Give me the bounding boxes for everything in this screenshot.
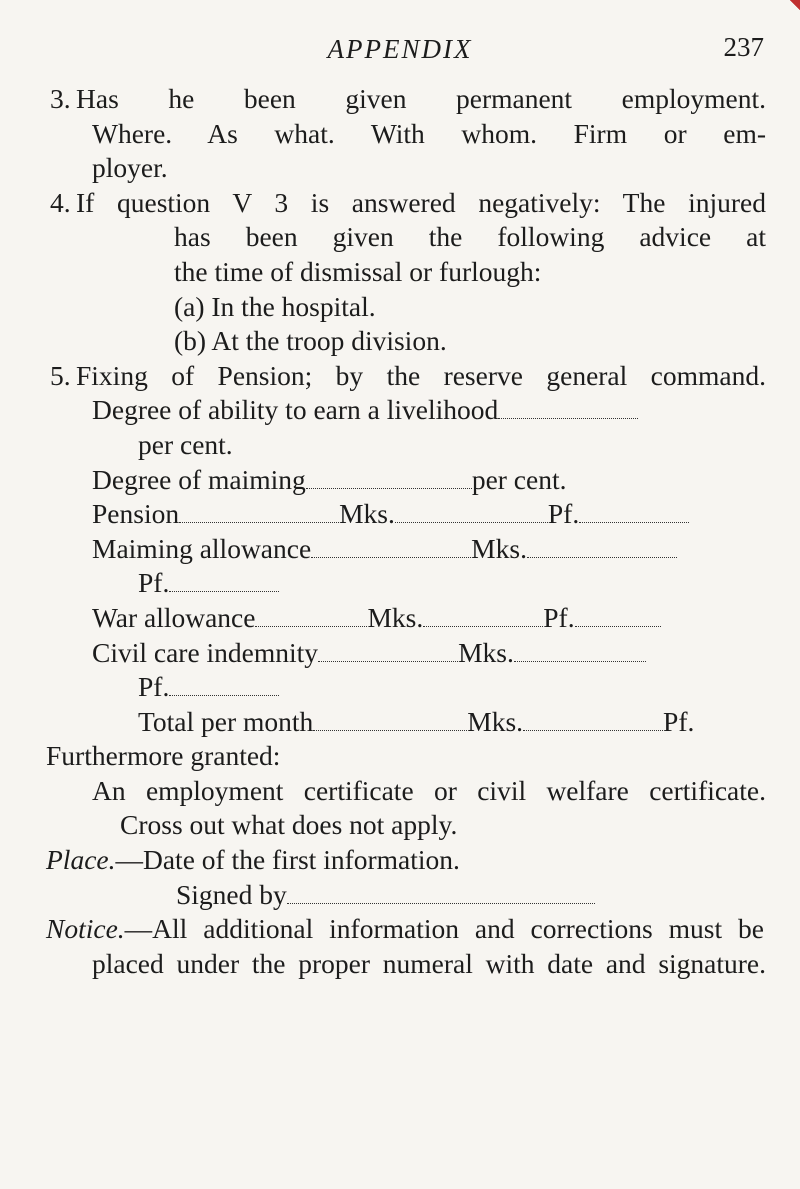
- maiming-allowance-label: Maiming allowance: [92, 532, 312, 564]
- war-allowance-end-blank: [575, 605, 661, 627]
- item-4a: (a) In the hospital.: [174, 290, 376, 322]
- item-5-number: 5.: [50, 359, 71, 391]
- item-3-text-1: Has he been given permanent employment.: [76, 83, 766, 114]
- civil-care-pf: Pf.: [138, 671, 170, 703]
- civil-care-pf-blank: [169, 674, 279, 696]
- signed-label: Signed by: [176, 878, 287, 910]
- item-5-line-1: [50, 359, 766, 394]
- notice-label: Notice.: [46, 913, 125, 945]
- maiming-allowance-line: [92, 532, 800, 567]
- pension-label: Pension: [92, 498, 180, 530]
- maiming-allowance-pf-blank: [169, 570, 279, 592]
- ability-blank: [498, 397, 638, 419]
- pension-line: [92, 497, 800, 532]
- pension-mks-blank: [179, 501, 339, 523]
- maiming-allowance-mks: Mks.: [471, 532, 527, 564]
- maiming-blank: [306, 467, 472, 489]
- war-allowance-mks-blank: [255, 605, 367, 627]
- war-allowance-mks: Mks.: [367, 601, 424, 633]
- maiming-allowance-mks-blank: [311, 536, 471, 558]
- item-3-line-2: Where. As what. With whom. Firm or em-: [92, 117, 766, 149]
- cross-out-line: Cross out what does not apply.: [120, 809, 458, 841]
- item-4-line-3: the time of dismissal or furlough:: [174, 255, 542, 287]
- war-allowance-line: [92, 601, 800, 636]
- civil-care-pf-line: [138, 670, 800, 705]
- ability-per-cent: per cent.: [138, 428, 233, 460]
- ability-line: [92, 393, 800, 428]
- war-allowance-label: War allowance: [92, 601, 256, 633]
- civil-care-mks-blank: [318, 640, 458, 662]
- civil-care-mks: Mks.: [458, 636, 514, 668]
- total-pf-blank: [523, 709, 663, 731]
- notice-text-1: —All additional information and corrections must be: [124, 913, 764, 945]
- total-mks-blank: [313, 709, 467, 731]
- corner-mark: [790, 0, 800, 10]
- item-4-line-2: has been given the following advice at: [174, 221, 766, 253]
- item-3-line-1: [50, 82, 766, 117]
- signed-blank: [287, 882, 595, 904]
- item-3-line-3: ployer.: [92, 152, 168, 184]
- total-line: [138, 705, 800, 740]
- pension-end-blank: [579, 501, 689, 523]
- page-number: 237: [723, 32, 764, 62]
- ability-label: Degree of ability to earn a livelihood: [92, 394, 499, 426]
- maiming-label: Degree of maiming: [92, 463, 306, 495]
- notice-line-2: placed under the proper numeral with date and signature.: [92, 947, 766, 979]
- total-label: Total per month: [138, 705, 314, 737]
- item-4-number: 4.: [50, 186, 71, 218]
- maiming-allowance-end-blank: [527, 536, 677, 558]
- running-head: APPENDIX: [327, 34, 473, 64]
- place-text: —Date of the first information.: [115, 844, 460, 876]
- item-5-title: Fixing of Pension; by the reserve general command.: [76, 359, 766, 391]
- place-label: Place.: [46, 844, 116, 876]
- certificate-line: An employment certificate or civil welfare certificate.: [92, 774, 766, 806]
- civil-care-line: [92, 636, 800, 671]
- maiming-allowance-pf: Pf.: [138, 567, 170, 599]
- signed-line: [176, 878, 800, 913]
- place-line: [46, 843, 800, 878]
- civil-care-label: Civil care indemnity: [92, 636, 319, 668]
- notice-line-1: [46, 912, 764, 947]
- pension-mks: Mks.: [339, 498, 395, 530]
- pension-pf-blank: [395, 501, 548, 523]
- item-4-line-1: [50, 186, 766, 221]
- war-allowance-pf-blank: [423, 605, 543, 627]
- page-header: [0, 30, 800, 70]
- page-body: [0, 82, 800, 981]
- maiming-per-cent: per cent.: [471, 463, 567, 495]
- maiming-allowance-pf-line: [138, 566, 800, 601]
- total-pf: Pf.: [663, 705, 695, 737]
- item-4-text-1: If question V 3 is answered negatively: The injured: [76, 186, 766, 218]
- item-4b: (b) At the troop division.: [174, 325, 447, 357]
- granted-line: Furthermore granted:: [46, 740, 281, 772]
- item-3-number: 3.: [50, 83, 71, 114]
- maiming-line: [92, 463, 800, 498]
- total-mks: Mks.: [467, 705, 524, 737]
- civil-care-end-blank: [514, 640, 646, 662]
- pension-pf: Pf.: [547, 498, 580, 530]
- war-allowance-pf: Pf.: [543, 601, 575, 633]
